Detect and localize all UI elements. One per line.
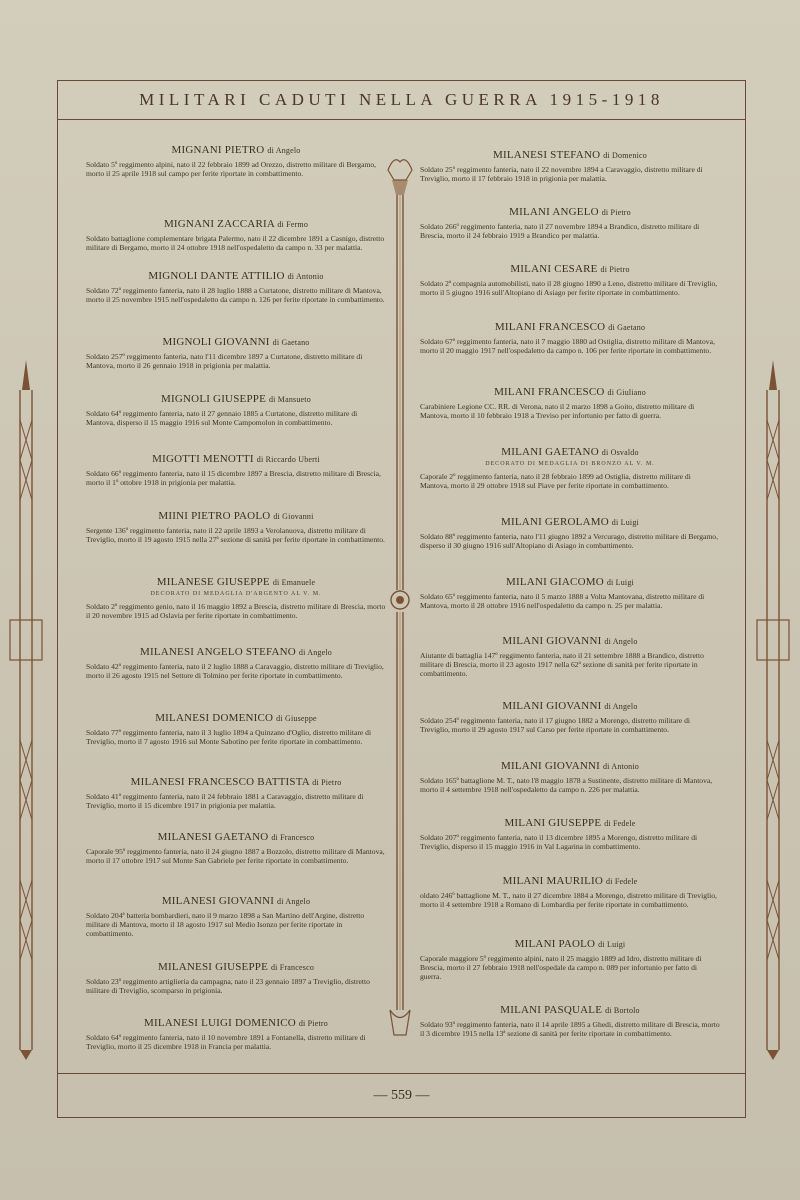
- entry-text: Soldato 88º reggimento fanteria, nato l'11 giugno 1892 a Vercurago, distretto militare di Bergamo, disperso il 30 giugno 1916 sull'Altopiano di Asiago in combattimento.: [420, 532, 718, 550]
- entry-text: Soldato 204ª batteria bombardieri, nato il 9 marzo 1898 a San Martino dell'Argine, distretto militare di Mantova, morto il 18 agosto 1917 sul Medio Isonzo per ferite riportate in combattimento.: [86, 911, 365, 938]
- entry-name-line: [86, 895, 386, 907]
- entry: [86, 393, 386, 427]
- entry-name: MILANI FRANCESCO: [494, 386, 605, 398]
- entry-name: MILANESI LUIGI DOMENICO: [144, 1017, 296, 1029]
- entry-text: Soldato 207º reggimento fanteria, nato il 13 dicembre 1895 a Morengo, distretto militare di Treviglio, disperso il 15 maggio 1916 in Val Lagarina in combattimento.: [420, 833, 698, 851]
- entry-text: Soldato 65º reggimento fanteria, nato il 5 marzo 1888 a Volta Mantovana, distretto militare di Mantova, morto il 28 ottobre 1916 nell'ospedaletto da campo n. 25 per malattia.: [420, 592, 705, 610]
- entry-decoration: DECORATO DI MEDAGLIA DI BRONZO AL V. M.: [485, 461, 655, 467]
- entry-name-line: [86, 393, 386, 405]
- entry-name-line: [420, 1004, 720, 1016]
- entry-text: Soldato 41º reggimento fanteria, nato il 24 febbraio 1881 a Caravaggio, distretto militare di Treviglio, morto il 15 dicembre 1917 in prigionia per malattia.: [86, 792, 364, 810]
- entry-text: Soldato 2º reggimento genio, nato il 16 maggio 1892 a Brescia, distretto militare di Brescia, morto il 20 novembre 1915 ad Oslavia per ferite riportate in combattimento.: [86, 602, 386, 620]
- entry: [420, 875, 720, 909]
- entry-name-line: [86, 336, 386, 348]
- entry: [420, 206, 720, 240]
- entry-name: MIGOTTI MENOTTI: [152, 453, 254, 465]
- entry-name-line: [86, 712, 386, 724]
- entry-name-line: [420, 938, 720, 950]
- entry-name: MILANI GIUSEPPE: [504, 817, 602, 829]
- entry-name: MILANESI GIOVANNI: [161, 895, 275, 907]
- entry-name: MILANI ANGELO: [509, 206, 599, 218]
- entry-father: di Mansueto: [268, 395, 311, 404]
- entry-text: oldato 246º battaglione M. T., nato il 27 dicembre 1884 a Morengo, distretto militare di Treviglio, morto il 4 settembre 1918 a Romano di Lombardia per ferite riportate in combattimento.: [420, 891, 717, 909]
- entry-name-line: [420, 149, 720, 161]
- entry-text: Carabiniere Legione CC. RR. di Verona, nato il 2 marzo 1898 a Goito, distretto militare di Mantova, morto il 10 febbraio 1918 a Treviso per infortunio per fatto di guerra.: [420, 402, 695, 420]
- entry-father: di Giuseppe: [276, 714, 317, 723]
- entry-father: di Fedele: [604, 819, 636, 828]
- entry-name: MIGNOLI GIUSEPPE: [161, 393, 266, 405]
- entry-name: MILANI MAURILIO: [502, 875, 604, 887]
- entry-name: MILANESE GIUSEPPE: [156, 576, 270, 588]
- entry-text: Soldato 77º reggimento fanteria, nato il 3 luglio 1894 a Quinzano d'Oglio, distretto militare di Treviglio, morto il 7 agosto 1916 sul Monte Sabotino per ferite riportate in combattimento.: [86, 728, 372, 746]
- entry-father: di Angelo: [298, 648, 333, 657]
- entry-father: di Angelo: [267, 146, 301, 155]
- entry-name: MILANI GIACOMO: [506, 576, 604, 588]
- entry-name-line: [86, 576, 386, 588]
- entry-name-line: [86, 270, 386, 282]
- entry-father: di Luigi: [598, 940, 626, 949]
- left-pillar-ornament: [8, 360, 44, 1060]
- entry-name: MIGNANI ZACCARIA: [163, 218, 275, 230]
- entry-father: di Francesco: [271, 833, 315, 842]
- entry-father: di Angelo: [277, 897, 311, 906]
- entry-name: MIGNOLI DANTE ATTILIO: [148, 270, 285, 282]
- entry: [420, 263, 720, 297]
- entry-name-line: [86, 453, 386, 465]
- entry-name-line: [86, 1017, 386, 1029]
- entry: [86, 712, 386, 746]
- entry-father: di Fermo: [277, 220, 309, 229]
- entry-name-line: [420, 321, 720, 333]
- entry-text: Soldato 5º reggimento alpini, nato il 22 febbraio 1899 ad Orezzo, distretto militare di Bergamo, morto il 25 aprile 1918 sul campo per ferite riportate in combattimento.: [86, 160, 377, 178]
- entry-name: MILANI CESARE: [510, 263, 598, 275]
- entry-father: di Giovanni: [273, 512, 314, 521]
- entry: [420, 760, 720, 794]
- entry-text: Soldato 67º reggimento fanteria, nato il 7 maggio 1880 ad Ostiglia, distretto militare di Mantova, morto il 20 maggio 1917 nell'ospedaletto da campo n. 106 per ferite riportate in combattimento.: [420, 337, 715, 355]
- entry-father: di Pietro: [298, 1019, 328, 1028]
- entry-name: MILANESI GAETANO: [157, 831, 269, 843]
- entry-text: Soldato 165º battaglione M. T., nato l'8 maggio 1878 a Sustinente, distretto militare di Mantova, morto il 4 settembre 1918 nell'ospedaletto da campo n. 226 per malattia.: [420, 776, 713, 794]
- entry-name: MILANI GEROLAMO: [501, 516, 609, 528]
- entry-father: di Riccardo Uberti: [256, 455, 320, 464]
- entry-name-line: [420, 263, 720, 275]
- entry-father: di Antonio: [602, 762, 639, 771]
- footer-band: [57, 1073, 746, 1118]
- entry-name: MILANESI FRANCESCO BATTISTA: [130, 776, 310, 788]
- entry-text: Soldato battaglione complementare brigata Palermo, nato il 22 dicembre 1891 a Casnigo, distretto militare di Bergamo, morto il 24 ottobre 1918 nell'ospedaletto da campo n. 33 per malattia.: [86, 234, 385, 252]
- entry-name-line: [420, 206, 720, 218]
- entry: [86, 831, 386, 865]
- entry-father: di Antonio: [287, 272, 324, 281]
- entry-text: Soldato 64º reggimento fanteria, nato il 10 novembre 1891 a Fontanella, distretto militare di Treviglio, morto il 25 dicembre 1918 in Francia per malattia.: [86, 1033, 366, 1051]
- page-title: MILITARI CADUTI NELLA GUERRA 1915-1918: [139, 89, 664, 109]
- entry: [86, 144, 386, 178]
- entry-text: Soldato 257º reggimento fanteria, nato l'11 dicembre 1897 a Curtatone, distretto militare di Mantova, morto il 26 gennaio 1918 in prigionia per malattia.: [86, 352, 363, 370]
- entry: [86, 646, 386, 680]
- entry: [420, 576, 720, 610]
- entry-father: di Giuliano: [607, 388, 646, 397]
- entry: [86, 895, 386, 938]
- entry: [86, 270, 386, 304]
- entry-name-line: [86, 510, 386, 522]
- entry-name-line: [420, 635, 720, 647]
- entry: [420, 149, 720, 183]
- entry-name-line: [86, 144, 386, 156]
- entry-text: Soldato 23º reggimento artiglieria da campagna, nato il 23 gennaio 1897 a Treviglio, distretto militare di Treviglio, scomparso in prigionia.: [86, 977, 370, 995]
- entry: [420, 700, 720, 734]
- entry-father: di Luigi: [606, 578, 634, 587]
- entry-father: di Domenico: [603, 151, 647, 160]
- entry-name: MILANESI ANGELO STEFANO: [139, 646, 296, 658]
- entry-text: Soldato 254º reggimento fanteria, nato il 17 giugno 1882 a Morengo, distretto militare di Treviglio, morto il 29 agosto 1917 sul Carso per ferite riportate in combattimento.: [420, 716, 690, 734]
- entry: [86, 961, 386, 995]
- entry: [420, 938, 720, 981]
- entry-name: MILANI GIOVANNI: [502, 635, 602, 647]
- entry: [86, 453, 386, 487]
- entry-name-line: [86, 218, 386, 230]
- entry-text: Soldato 266º reggimento fanteria, nato il 27 novembre 1894 a Brandico, distretto militare di Brescia, morto il 24 febbraio 1919 a Brandico per malattia.: [420, 222, 700, 240]
- entry: [86, 576, 386, 620]
- entry-name-line: [420, 875, 720, 887]
- entry-text: Soldato 25º reggimento fanteria, nato il 22 novembre 1894 a Caravaggio, distretto militare di Treviglio, morto il 17 febbraio 1918 in prigionia per malattia.: [420, 165, 703, 183]
- entry: [420, 817, 720, 851]
- entry-name-line: [86, 831, 386, 843]
- entry-father: di Emanuele: [272, 578, 316, 587]
- entry-name-line: [86, 646, 386, 658]
- entry-name: MILANI PAOLO: [514, 938, 596, 950]
- entry-name-line: [420, 576, 720, 588]
- entry-text: Caporale maggiore 5º reggimento alpini, nato il 25 maggio 1889 ad Idro, distretto militare di Brescia, morto il 27 febbraio 1918 nell'ospedale da campo n. 089 per infortunio per fatto di guerra.: [420, 954, 702, 981]
- entry: [86, 218, 386, 252]
- entry: [420, 635, 720, 678]
- entry: [86, 510, 386, 544]
- entry-text: Soldato 42º reggimento fanteria, nato il 2 luglio 1888 a Caravaggio, distretto militare di Treviglio, morto il 26 agosto 1915 nel Settore di Tolmino per ferite riportate in combattimento.: [86, 662, 384, 680]
- entry-father: di Gaetano: [272, 338, 310, 347]
- entry-text: Sergente 136º reggimento fanteria, nato il 22 aprile 1893 a Verolanuova, distretto militare di Treviglio, morto il 19 agosto 1915 nella 27ª sezione di sanità per ferite riportate in combattimento.: [86, 526, 385, 544]
- entry-name: MILANI PASQUALE: [500, 1004, 603, 1016]
- page-number: — 559 —: [373, 1088, 430, 1103]
- entry-father: di Bortolo: [605, 1006, 640, 1015]
- entry-text: Caporale 95º reggimento fanteria, nato il 24 giugno 1887 a Bozzolo, distretto militare di Mantova, morto il 17 ottobre 1917 sul Monte San Gabriele per ferite riportate in combattimento.: [86, 847, 385, 865]
- entry-text: Soldato 64º reggimento fanteria, nato il 27 gennaio 1885 a Curtatone, distretto militare di Mantova, disperso il 15 maggio 1916 sul Monte Campomolon in combattimento.: [86, 409, 358, 427]
- entry-name: MILANESI GIUSEPPE: [157, 961, 269, 973]
- center-pillar-ornament: [386, 150, 414, 1040]
- entry-father: di Osvaldo: [601, 448, 639, 457]
- entry-father: di Fedele: [606, 877, 638, 886]
- entry-name-line: [420, 700, 720, 712]
- entry-name: MIGNOLI GIOVANNI: [162, 336, 270, 348]
- entry-name-line: [420, 386, 720, 398]
- entry-text: Soldato 93º reggimento fanteria, nato il 14 aprile 1895 a Ghedi, distretto militare di Brescia, morto il 3 dicembre 1915 nella 13ª sezione di sanità per ferite riportate in combattimento.: [420, 1020, 720, 1038]
- entry-father: di Angelo: [604, 637, 638, 646]
- entry: [420, 1004, 720, 1038]
- entry: [86, 776, 386, 810]
- entry: [86, 336, 386, 370]
- entry-text: Aiutante di battaglia 147º reggimento fanteria, nato il 21 settembre 1888 a Brandico, distretto militare di Brescia, morto il 23 agosto 1917 nella 62ª sezione di sanità per ferite riportate in combattimento.: [420, 651, 704, 678]
- entry: [420, 516, 720, 550]
- entry-text: Soldato 66º reggimento fanteria, nato il 15 dicembre 1897 a Brescia, distretto militare di Brescia, morto il 1º ottobre 1918 in prigionia per malattia.: [86, 469, 381, 487]
- entry-name-line: [420, 760, 720, 772]
- entry-name: MILANESI STEFANO: [493, 149, 601, 161]
- entry-name-line: [86, 776, 386, 788]
- entry-name-line: [86, 961, 386, 973]
- entry-father: di Gaetano: [608, 323, 646, 332]
- entry-text: Soldato 2ª compagnia automobilisti, nato il 28 giugno 1890 a Leno, distretto militare di Treviglio, morto il 5 giugno 1916 sull'Altopiano di Asiago per ferite riportate in combattimento.: [420, 279, 718, 297]
- entry-father: di Pietro: [600, 265, 630, 274]
- entry: [420, 321, 720, 355]
- entry-name: MIINI PIETRO PAOLO: [158, 510, 271, 522]
- entry: [420, 446, 720, 490]
- entry-text: Soldato 72º reggimento fanteria, nato il 28 luglio 1888 a Curtatone, distretto militare di Mantova, morto il 25 novembre 1915 nell'ospedaletto da campo n. 126 per ferite riportate in combattimento.: [86, 286, 385, 304]
- entry-name: MILANI FRANCESCO: [494, 321, 606, 333]
- entry-father: di Francesco: [270, 963, 315, 972]
- entry-text: Caporale 2º reggimento fanteria, nato il 28 febbraio 1899 ad Ostiglia, distretto militare di Mantova, morto il 29 ottobre 1918 sul Piave per ferite riportate in combattimento.: [420, 472, 691, 490]
- entry: [86, 1017, 386, 1051]
- entry-name: MIGNANI PIETRO: [171, 144, 265, 156]
- entry-father: di Luigi: [611, 518, 639, 527]
- entry-decoration: DECORATO DI MEDAGLIA D'ARGENTO AL V. M.: [150, 591, 322, 597]
- right-pillar-ornament: [755, 360, 791, 1060]
- entry-name: MILANI GIOVANNI: [502, 700, 602, 712]
- entry-name: MILANI GIOVANNI: [500, 760, 601, 772]
- entry-name-line: [420, 446, 720, 458]
- entry-name: MILANI GAETANO: [501, 446, 599, 458]
- entry-name-line: [420, 817, 720, 829]
- entry-father: di Pietro: [601, 208, 631, 217]
- entry-name-line: [420, 516, 720, 528]
- header-band: [57, 80, 746, 120]
- entry-father: di Angelo: [604, 702, 638, 711]
- entry-name: MILANESI DOMENICO: [155, 712, 274, 724]
- entry: [420, 386, 720, 420]
- entry-father: di Pietro: [312, 778, 342, 787]
